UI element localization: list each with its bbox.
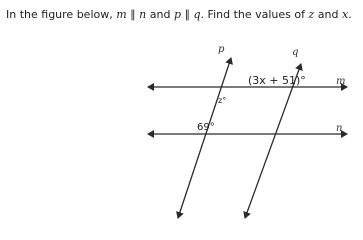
word-and-2: and — [317, 8, 339, 21]
problem-end: . — [348, 8, 352, 21]
angle-label-expression: (3x + 51)° — [248, 74, 306, 87]
var-p: p — [173, 8, 181, 21]
var-x: x — [342, 8, 349, 21]
label-p: p — [218, 44, 225, 55]
word-and-1: and — [149, 8, 171, 21]
parallel-symbol-1: ∥ — [130, 8, 136, 21]
angle-label-69: 69° — [197, 122, 215, 133]
label-n: n — [336, 123, 343, 134]
var-z: z — [308, 8, 315, 21]
parallel-symbol-2: ∥ — [184, 8, 190, 21]
problem-ask: . Find the values of — [200, 8, 305, 21]
label-m: m — [336, 76, 346, 87]
angle-label-z: z° — [218, 96, 227, 105]
label-q: q — [292, 47, 299, 58]
problem-intro: In the figure below, — [6, 8, 113, 21]
var-n: n — [139, 8, 147, 21]
var-m: m — [116, 8, 127, 21]
var-q: q — [193, 8, 201, 21]
line-p — [178, 58, 231, 218]
